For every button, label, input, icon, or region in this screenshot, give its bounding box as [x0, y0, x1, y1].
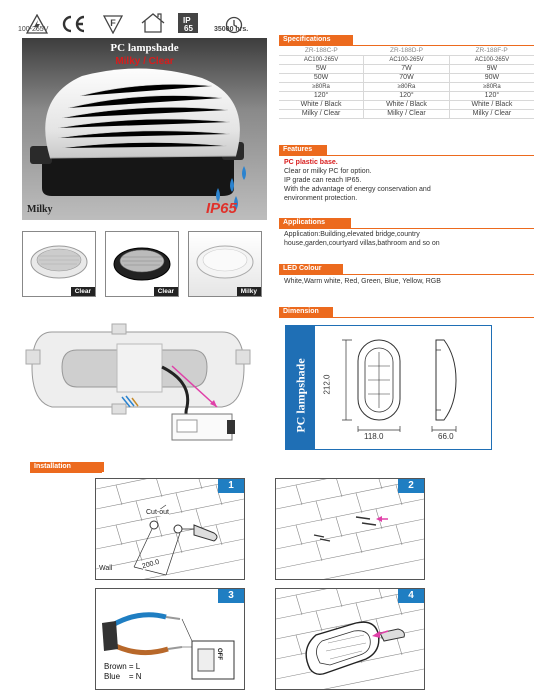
- features-line: Clear or milky PC for option.: [284, 168, 372, 175]
- led-colour-text: White,Warm white, Red, Green, Blue, Yellow, RGB: [284, 278, 441, 285]
- thumbnail-clear-white: [22, 231, 96, 297]
- table-cell: 120°: [279, 92, 364, 101]
- installation-step-1: [95, 478, 245, 580]
- model-header: ZR-188C-P: [279, 47, 364, 56]
- installation-step-3: [95, 588, 245, 690]
- table-cell: White / Black: [364, 101, 450, 110]
- features-highlight: PC plastic base.: [284, 159, 338, 166]
- wire-brown-label: Brown = L: [104, 662, 141, 671]
- led-colour-rule: [279, 274, 534, 275]
- table-cell: 50W: [279, 74, 364, 83]
- dimension-width: 118.0: [364, 432, 384, 441]
- applications-heading: Applications: [279, 218, 351, 228]
- table-row: [279, 101, 534, 110]
- ip65-icon: [176, 4, 200, 34]
- table-row: [279, 56, 534, 65]
- hero-variant-label: Milky: [27, 204, 53, 215]
- svg-text:65: 65: [184, 24, 193, 33]
- model-header: ZR-188F-P: [449, 47, 534, 56]
- features-line: environment protection.: [284, 195, 358, 202]
- step-number: 4: [398, 589, 424, 603]
- ip65-badge: IP65: [206, 200, 237, 217]
- hero-subtitle: Milky / Clear: [115, 56, 174, 67]
- specifications-heading: Specifications: [279, 35, 353, 45]
- installation-rule: [30, 472, 102, 473]
- table-cell: White / Black: [449, 101, 534, 110]
- thumbnail-label: Milky: [237, 287, 261, 296]
- switch-off-label: OFF: [216, 648, 222, 660]
- wiring-diagram-image: [22, 312, 267, 447]
- table-cell: AC100-265V: [449, 56, 534, 65]
- installation-step-2: [275, 478, 425, 580]
- dimension-height: 212.0: [322, 374, 332, 395]
- table-row: [279, 74, 534, 83]
- dimension-heading: Dimension: [279, 307, 333, 317]
- table-cell: 9W: [449, 65, 534, 74]
- step-label-distance: 200.0: [141, 558, 161, 571]
- thumbnail-clear-black: [105, 231, 179, 297]
- table-cell: AC100-265V: [279, 56, 364, 65]
- dimension-drawing: [285, 325, 492, 450]
- table-cell: AC100-265V: [364, 56, 450, 65]
- installation-heading: Installation: [30, 462, 104, 472]
- step-number: 1: [218, 479, 244, 493]
- features-line: IP grade can reach IP65.: [284, 177, 362, 184]
- table-cell: 5W: [279, 65, 364, 74]
- specifications-rule: [279, 45, 534, 46]
- hero-product-image: [22, 38, 267, 220]
- table-row: [279, 83, 534, 92]
- svg-text:F: F: [110, 18, 116, 28]
- table-cell: ≥80Ra: [279, 83, 364, 92]
- dimension-depth: 66.0: [438, 432, 454, 441]
- table-cell: Milky / Clear: [449, 110, 534, 119]
- table-cell: Milky / Clear: [364, 110, 450, 119]
- lifetime-label: 35000 hrs.: [214, 26, 249, 33]
- dimension-rule: [279, 317, 534, 318]
- features-rule: [279, 155, 534, 156]
- table-row: [279, 92, 534, 101]
- model-header: ZR-188D-P: [364, 47, 450, 56]
- table-cell: ≥80Ra: [449, 83, 534, 92]
- step-number: 2: [398, 479, 424, 493]
- features-line: With the advantage of energy conservation and: [284, 186, 431, 193]
- f-mark-icon: [100, 4, 126, 34]
- table-cell: Milky / Clear: [279, 110, 364, 119]
- table-row: [279, 47, 534, 56]
- applications-line: house,garden,courtyard villas,bathroom and so on: [284, 240, 440, 247]
- voltage-label: 100-265V: [18, 26, 49, 33]
- applications-line: Application:Building,elevated bridge,country: [284, 231, 420, 238]
- table-cell: ≥80Ra: [364, 83, 450, 92]
- table-row: [279, 110, 534, 119]
- thumbnail-milky-white: [188, 231, 262, 297]
- features-heading: Features: [279, 145, 327, 155]
- step-label-cutout: Cut-out: [146, 509, 169, 516]
- dimension-side-title: PC lampshade: [293, 358, 308, 433]
- table-cell: 7W: [364, 65, 450, 74]
- table-row: [279, 65, 534, 74]
- installation-step-4: [275, 588, 425, 690]
- table-cell: 90W: [449, 74, 534, 83]
- thumbnail-label: Clear: [154, 287, 178, 296]
- step-number: 3: [218, 589, 244, 603]
- table-cell: 120°: [364, 92, 450, 101]
- svg-text:IP: IP: [183, 16, 191, 25]
- wire-blue-label: Blue = N: [104, 672, 142, 681]
- led-colour-heading: LED Colour: [279, 264, 343, 274]
- step-label-wall: Wall: [99, 565, 113, 572]
- applications-rule: [279, 228, 534, 229]
- table-cell: White / Black: [279, 101, 364, 110]
- table-cell: 70W: [364, 74, 450, 83]
- indoor-house-icon: [138, 4, 168, 34]
- ce-mark-icon: [58, 4, 88, 34]
- table-cell: 120°: [449, 92, 534, 101]
- hero-title: PC lampshade: [110, 42, 179, 54]
- specifications-table: [279, 47, 534, 119]
- thumbnail-label: Clear: [71, 287, 95, 296]
